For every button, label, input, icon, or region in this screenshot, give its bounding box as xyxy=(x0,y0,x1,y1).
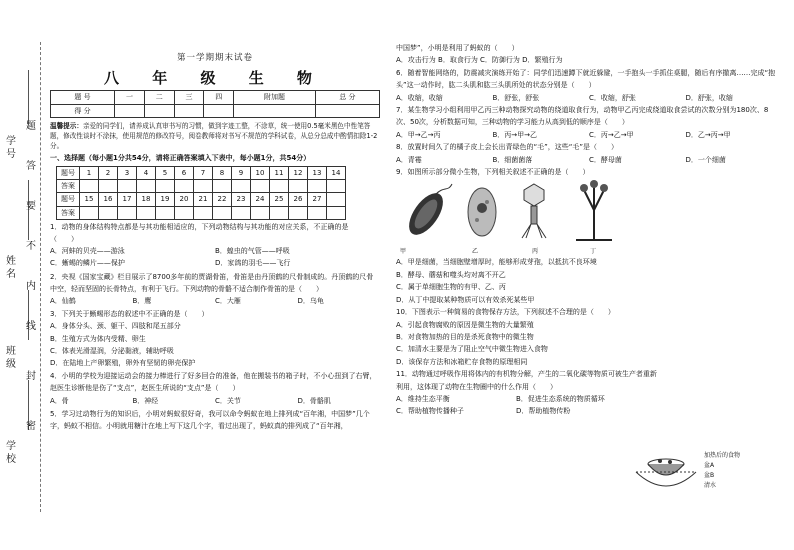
question-number-cell: 9 xyxy=(232,167,251,180)
option: A．青霉 xyxy=(396,155,422,164)
option: B．鹰 xyxy=(132,297,152,306)
answer-grid-header: 答案 xyxy=(57,206,80,219)
option: A．身体分头、颈、躯干、四肢和尾五部分 xyxy=(50,322,181,331)
question-11-options xyxy=(396,405,636,417)
notice-prefix: 温馨提示： xyxy=(50,121,83,130)
food-preservation-figure xyxy=(630,452,750,496)
option: A．仙鹤 xyxy=(50,297,76,306)
score-row-label: 得 分 xyxy=(51,104,115,117)
question-5: 5．学习过动物行为的知识后，小明对蚂蚁很好奇，我可以命令蚂蚁在地上排列成“百年湘，中国梦”几个字，蚂蚁不相信。小明就用糖汁在地上写下这几个字，看过出现了，蚂蚁真的排列成了“百年湘， xyxy=(50,409,370,431)
answer-cell[interactable] xyxy=(118,180,137,193)
option: D．一个细菌 xyxy=(685,155,726,164)
number-label: 学号 xyxy=(6,136,16,160)
option: C．属于单细胞生物的有甲、乙、丙 xyxy=(396,283,506,292)
option: C．酵母菌 xyxy=(589,155,622,164)
answer-cell[interactable] xyxy=(308,206,327,219)
answer-grid-row xyxy=(57,193,346,206)
option: B．蝗虫的气管——呼吸 xyxy=(215,247,290,256)
question-3: 3．下列关于蜥蜴形态的叙述中不正确的是（ ） xyxy=(50,310,209,319)
figure-label: 丙 xyxy=(532,248,539,256)
question-number-cell: 5 xyxy=(156,167,175,180)
question-number-cell: 22 xyxy=(213,193,232,206)
option: B．丙→甲→乙 xyxy=(492,130,538,139)
option: D．该保存方法和冰箱贮存食物的原理相同 xyxy=(396,357,528,366)
question-4: 4．小明的学校为迎接运动会的接力棒进行了好多回合的准备，他在搬装书的箱子时，不小心扭到了右臂，赵医生诊断他是伤了“支点”，赵医生所说的“支点”是（ ） xyxy=(50,372,377,393)
question-number-cell: 15 xyxy=(80,193,99,206)
question-number-cell: 2 xyxy=(99,167,118,180)
option: A．河蚌的贝壳——游泳 xyxy=(50,247,125,256)
option: B．酵母、蘑菇和噬头均对离不开乙 xyxy=(396,270,506,279)
question-number-cell: 26 xyxy=(289,193,308,206)
option: C．关节 xyxy=(215,396,241,405)
question-number-cell: 1 xyxy=(80,167,99,180)
question-number-cell: 8 xyxy=(213,167,232,180)
question-number-cell: 12 xyxy=(289,167,308,180)
bacterium-figure xyxy=(396,180,456,242)
question-6-options xyxy=(396,92,782,104)
question-number-cell: 25 xyxy=(270,193,289,206)
virus-figure xyxy=(516,180,552,242)
option: D．乌龟 xyxy=(297,297,324,306)
figure-label: 乙 xyxy=(472,248,479,256)
answer-cell[interactable] xyxy=(289,206,308,219)
option: A．甲是细菌，当细胞壁增厚时，能够形成芽孢，以抵抗不良环境 xyxy=(396,258,597,267)
figure-label: 加热后的食物 xyxy=(704,452,741,459)
question-6: 6．随着智能网络的，防震减灾演练开始了：同学们迅速蹲下就近躲避，一手抱头一手抓住桌腿，随后有序撤离……完成“抱头”这一动作时，肱二头肌和肱三头肌所处的状态分别是（ ） xyxy=(396,68,776,90)
score-cell[interactable] xyxy=(204,104,234,117)
score-cell[interactable] xyxy=(144,104,174,117)
option: A．维持生态平衡 xyxy=(396,394,450,403)
section1-title: 一、选择题（每小题1分共54分，请将正确答案填入下表中，每小题1分，共54分） xyxy=(50,153,311,162)
exam-title: 第一学期期末试卷 xyxy=(176,53,253,63)
option: C．体表光滑湿润，分泌黏液，辅助呼吸 xyxy=(50,346,174,355)
answer-grid-header: 题号 xyxy=(57,193,80,206)
option: D．在陆地上产卵繁殖，卵外有坚韧的卵壳保护 xyxy=(50,359,196,368)
answer-cell[interactable] xyxy=(137,180,156,193)
answer-grid-row xyxy=(57,180,346,193)
question-number-cell: 19 xyxy=(156,193,175,206)
answer-cell[interactable] xyxy=(270,180,289,193)
name-label: 姓名 xyxy=(6,256,16,280)
option: C．大雁 xyxy=(215,297,241,306)
score-cell[interactable] xyxy=(234,104,316,117)
answer-cell[interactable] xyxy=(137,206,156,219)
seal-word: 答 xyxy=(26,161,36,172)
answer-cell[interactable] xyxy=(175,206,194,219)
answer-cell[interactable] xyxy=(99,180,118,193)
left-column xyxy=(50,48,380,432)
score-header-cell: 附加题 xyxy=(234,91,316,104)
answer-cell[interactable] xyxy=(80,180,99,193)
question-number-cell: 3 xyxy=(118,167,137,180)
score-header-cell: 四 xyxy=(204,91,234,104)
question-5-continued: 中国梦”，小明是利用了蚂蚁的（ ） xyxy=(396,44,519,52)
score-header-cell: 题 号 xyxy=(51,91,115,104)
class-label: 班级 xyxy=(6,346,16,370)
option: A．收缩，收缩 xyxy=(396,93,443,102)
answer-cell[interactable] xyxy=(327,180,346,193)
answer-cell[interactable] xyxy=(175,180,194,193)
question-4-options xyxy=(50,395,380,407)
subject-title: 八 年 级 生 物 xyxy=(104,69,326,88)
score-header-cell: 二 xyxy=(144,91,174,104)
score-cell[interactable] xyxy=(315,104,379,117)
score-header-cell: 总 分 xyxy=(315,91,379,104)
question-2-options xyxy=(50,295,380,307)
seal-word: 密 xyxy=(26,421,36,432)
question-number-cell: 6 xyxy=(175,167,194,180)
answer-grid-row xyxy=(57,206,346,219)
answer-cell[interactable] xyxy=(213,206,232,219)
answer-cell[interactable] xyxy=(194,180,213,193)
answer-cell[interactable] xyxy=(232,180,251,193)
number-field[interactable] xyxy=(28,70,30,125)
answer-grid xyxy=(56,166,346,220)
mold-figure xyxy=(572,180,616,242)
binding-margin xyxy=(0,0,40,550)
answer-cell[interactable] xyxy=(118,206,137,219)
seal-word: 题 xyxy=(26,121,36,132)
question-10: 10．下图表示一种简易的食物保存方法，下列叙述不合理的是（ ） xyxy=(396,308,615,317)
question-number-cell: 14 xyxy=(327,167,346,180)
school-label: 学校 xyxy=(6,441,16,465)
question-number-cell: 11 xyxy=(270,167,289,180)
figure-label: 盆A xyxy=(704,462,715,469)
question-1-paren: （ ） xyxy=(50,235,78,244)
option: B．舒张，舒张 xyxy=(492,93,540,102)
question-number-cell: 21 xyxy=(194,193,213,206)
answer-cell[interactable] xyxy=(251,206,270,219)
option: D．骨骼肌 xyxy=(297,396,331,405)
answer-cell[interactable] xyxy=(289,180,308,193)
question-number-cell: 20 xyxy=(175,193,194,206)
score-cell[interactable] xyxy=(174,104,204,117)
question-number-cell: 23 xyxy=(232,193,251,206)
notice xyxy=(50,121,380,151)
question-number-cell: 10 xyxy=(251,167,270,180)
option: D．从丁中提取某种物质可以有效杀死某些甲 xyxy=(396,295,535,304)
question-text: 1．动物的身体结构特点都是与其功能相适应的，下列动物结构与其功能的对应关系，不正确的是 xyxy=(50,222,349,231)
figure-label: 甲 xyxy=(400,248,407,256)
option: D．乙→丙→甲 xyxy=(685,130,731,139)
answer-cell[interactable] xyxy=(270,206,289,219)
option: D．帮助植物传粉 xyxy=(516,407,571,416)
option: C．帮助植物传播种子 xyxy=(396,407,464,416)
question-11: 11．动物通过呼吸作用将体内的有机物分解，产生的二氧化碳等物质可被生产者重新利用，这体现了动物在生物圈中的什么作用（ ） xyxy=(396,370,657,391)
option: B．神经 xyxy=(132,396,159,405)
question-number-cell: 18 xyxy=(137,193,156,206)
question-number-cell: 17 xyxy=(118,193,137,206)
microbe-figures xyxy=(396,180,782,254)
option: B．生殖方式为体内受精、卵生 xyxy=(50,334,146,343)
answer-cell[interactable] xyxy=(232,206,251,219)
answer-grid-header: 题号 xyxy=(57,167,80,180)
question-11-options xyxy=(396,393,636,405)
score-cell[interactable] xyxy=(115,104,145,117)
question-number-cell: 16 xyxy=(99,193,118,206)
answer-cell[interactable] xyxy=(99,206,118,219)
question-number-cell: 27 xyxy=(308,193,327,206)
answer-grid-row xyxy=(57,167,346,180)
question-number-cell: 4 xyxy=(137,167,156,180)
binding-dashed-line xyxy=(40,42,41,512)
figure-label: 清水 xyxy=(704,482,717,489)
answer-cell[interactable] xyxy=(251,180,270,193)
question-number-cell: 13 xyxy=(308,167,327,180)
question-7-options xyxy=(396,129,782,141)
option: C．蜥蜴的鳞片——保护 xyxy=(50,259,125,268)
seal-word: 内 xyxy=(26,281,36,292)
question-5-options: A．攻击行为 B．取食行为 C．防御行为 D．繁殖行为 xyxy=(396,56,563,65)
notice-text: 亲爱的同学们，请养成认真审书写的习惯，做到字迹工整，不涂草，统一使用0.5毫米黑色中性笔答题，修改性谈时不涂抹，使用规范的修改符号，阅卷教师将对书写不规范的学科试卷，从总分总成中酌情扣除1-2分。 xyxy=(50,121,378,150)
question-8: 8．放置时间久了的橘子皮上会长出青绿色的“毛”，这些“毛”是（ ） xyxy=(396,143,618,152)
question-2: 2．央视《国家宝藏》栏目展示了8700多年前的贾湖骨笛，骨笛是由丹顶鹤的尺骨制成的。丹顶鹤的尺骨中空，轻而坚固的长骨特点，有利于飞行。下列动物的骨骼不适合制作骨笛的是（ ） xyxy=(50,272,374,293)
figure-label: 丁 xyxy=(590,248,597,256)
option: B．促进生态系统的物质循环 xyxy=(516,394,605,403)
score-table xyxy=(50,90,380,117)
question-9: 9．如图所示部分微小生物，下列相关叙述不正确的是（ ） xyxy=(396,168,590,177)
score-header-cell: 一 xyxy=(115,91,145,104)
answer-cell[interactable] xyxy=(327,206,346,219)
option: C．丙→乙→甲 xyxy=(589,130,634,139)
figure-label: 盆B xyxy=(704,472,715,479)
option: A．引起食物腐败的原因是微生物的大量繁殖 xyxy=(396,320,534,329)
right-column xyxy=(396,42,782,418)
option: B．对食物加热的目的是杀死食物中的微生物 xyxy=(396,332,534,341)
question-number-cell: 24 xyxy=(251,193,270,206)
seal-word: 封 xyxy=(26,371,36,382)
yeast-figure xyxy=(460,180,504,242)
answer-cell[interactable] xyxy=(156,206,175,219)
question-7: 7．某生物学习小组利用甲乙丙三种动物探究动物的绕道取食行为，动物甲乙丙完成绕道取食尝试的次数分别为180次、8次、50次，分析数据可知，三种动物的学习能力从高到低的顺序是（ ） xyxy=(396,106,769,127)
option: D．家鸽的羽毛——飞行 xyxy=(215,259,291,268)
option: A．甲→乙→丙 xyxy=(396,130,441,139)
question-1-options xyxy=(50,245,380,257)
answer-cell[interactable] xyxy=(213,180,232,193)
question-number-cell: 7 xyxy=(194,167,213,180)
answer-cell[interactable] xyxy=(156,180,175,193)
seal-word: 不 xyxy=(26,241,36,252)
seal-word: 要 xyxy=(26,201,36,212)
answer-cell[interactable] xyxy=(308,180,327,193)
answer-cell[interactable] xyxy=(194,206,213,219)
question-8-options xyxy=(396,154,782,166)
question-number-cell xyxy=(327,193,346,206)
option: D．舒张，收缩 xyxy=(685,93,733,102)
option: C．加清水主要是为了阻止空气中微生物进入食物 xyxy=(396,345,548,354)
answer-grid-header: 答案 xyxy=(57,180,80,193)
option: A．骨 xyxy=(50,396,69,405)
bowl-diagram xyxy=(630,452,702,496)
option: C．收缩，舒张 xyxy=(589,93,636,102)
option: B．细菌菌落 xyxy=(492,155,533,164)
question-1-options xyxy=(50,257,380,269)
answer-cell[interactable] xyxy=(80,206,99,219)
question-1 xyxy=(50,221,380,233)
seal-word: 线 xyxy=(26,321,36,332)
score-header-cell: 三 xyxy=(174,91,204,104)
